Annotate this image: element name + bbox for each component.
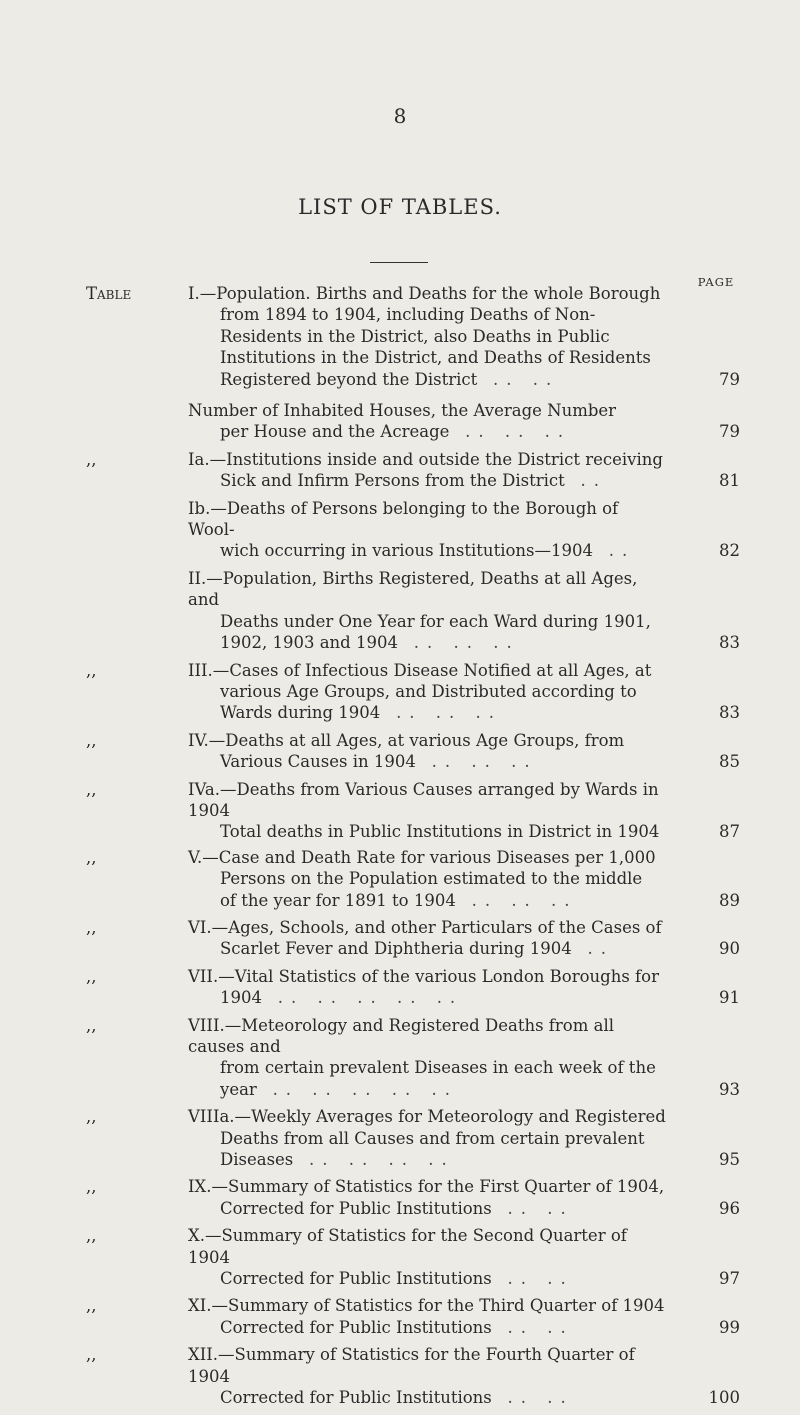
table-entry [0, 1295, 800, 1338]
table-entry [0, 1015, 800, 1101]
entry-line-text: Corrected for Public Institutions [220, 1388, 492, 1408]
entry-label: Ib.— [188, 498, 227, 518]
title-rule [370, 262, 428, 263]
entry-continuation-line [188, 821, 666, 842]
entry-first-line [188, 779, 666, 822]
entry-page-number: 91 [719, 988, 740, 1008]
entry-continuation-line [188, 987, 666, 1008]
entry-first-line [188, 966, 666, 987]
entry-page-number: 87 [719, 822, 740, 842]
entry-description [188, 568, 666, 654]
entry-line-text: Sick and Infirm Persons from the District [220, 471, 565, 491]
entry-first-line [188, 400, 666, 421]
entry-description [188, 498, 666, 562]
entry-line-text: Deaths of Persons belonging to the Borough of Wool- [188, 498, 619, 540]
entry-label: II.— [188, 568, 223, 588]
entry-description [188, 400, 666, 443]
entry-line-text: Wards during 1904 [220, 703, 381, 723]
entry-first-line [188, 730, 666, 751]
entry-line-text: per House and the Acreage [220, 422, 450, 442]
table-entry [0, 1106, 800, 1170]
entry-line-text: Population. Births and Deaths for the whole Borough [216, 284, 661, 303]
entry-line-text: Corrected for Public Institutions [220, 1269, 492, 1289]
entry-prefix: ,, [86, 660, 97, 680]
dot-leaders: .. .. [507, 1198, 574, 1218]
entry-line-text: Vital Statistics of the various London Boroughs for [234, 966, 659, 986]
table-entry [0, 779, 800, 843]
table-entry [0, 847, 800, 911]
entry-page-number: 97 [719, 1269, 740, 1289]
entry-line-text: Meteorology and Registered Deaths from all causes and [188, 1015, 614, 1056]
entry-page-number: 89 [719, 890, 740, 910]
entry-page-number: 82 [719, 541, 740, 561]
table-entry [0, 283, 800, 390]
entry-label: VIIIa.— [188, 1107, 252, 1127]
dot-leaders: .. .. .. .. .. [272, 1079, 458, 1099]
entry-first-line [188, 660, 666, 681]
entry-line-text: from 1894 to 1904, including Deaths of Non- [220, 305, 596, 325]
entry-page-number: 100 [708, 1388, 740, 1408]
entry-page-number: 83 [719, 633, 740, 653]
entry-line-text: Summary of Statistics for the Second Quarter of 1904 [188, 1226, 627, 1267]
entry-first-line [188, 568, 666, 611]
entry-line-text: Population, Births Registered, Deaths at all Ages, and [188, 568, 638, 610]
entry-description [188, 966, 666, 1009]
entry-line-text: Summary of Statistics for the Third Quarter of 1904 [228, 1296, 665, 1316]
entry-first-line [188, 917, 666, 938]
entry-page-number: 79 [719, 422, 740, 442]
entry-line-text: Summary of Statistics for the First Quarter of 1904, [228, 1177, 665, 1197]
entry-description [188, 660, 666, 724]
entry-continuation-line [188, 369, 666, 390]
entry-line-text: Weekly Averages for Meteorology and Registered [251, 1107, 666, 1127]
table-entry [0, 1176, 800, 1219]
entry-continuation-line [188, 1198, 666, 1219]
dot-leaders: .. [580, 471, 607, 491]
entry-label: VIII.— [188, 1015, 242, 1035]
entry-line-text: Ages, Schools, and other Particulars of the Cases of [228, 917, 662, 937]
entry-line-text: Institutions inside and outside the District receiving [226, 449, 663, 469]
entry-line-text: Deaths under One Year for each Ward during 1901, [220, 611, 651, 631]
entry-continuation-line [188, 632, 666, 653]
entry-line-text: Residents in the District, also Deaths in Public [220, 326, 610, 346]
entry-description [188, 1106, 666, 1170]
entry-description [188, 779, 666, 843]
entry-prefix: ,, [86, 1015, 97, 1035]
entry-line-text: Corrected for Public Institutions [220, 1198, 492, 1218]
page-title: LIST OF TABLES. [298, 195, 502, 219]
entry-line-text: Corrected for Public Institutions [220, 1317, 492, 1337]
entry-label: XI.— [188, 1296, 229, 1316]
entry-prefix: Table [86, 284, 132, 303]
entry-continuation-line [188, 1317, 666, 1338]
entry-continuation-line [188, 540, 666, 561]
entry-prefix: ,, [86, 1345, 97, 1365]
table-entry [0, 568, 800, 654]
entry-line-text: Institutions in the District, and Deaths of Residents [220, 348, 651, 368]
entry-line-text: Case and Death Rate for various Diseases per 1,000 [218, 847, 656, 867]
entry-continuation-line [188, 868, 666, 889]
entry-description [188, 283, 666, 390]
entry-line-text: Deaths at all Ages, at various Age Groups, from [225, 730, 625, 750]
dot-leaders: .. .. [507, 1388, 574, 1408]
entry-label: XII.— [188, 1345, 235, 1365]
entry-line-text: Number of Inhabited Houses, the Average Number [188, 401, 617, 421]
entry-line-text: Diseases [220, 1150, 294, 1170]
entry-label: X.— [188, 1226, 222, 1246]
entry-first-line [188, 498, 666, 541]
entry-line-text: Summary of Statistics for the Fourth Quarter of 1904 [188, 1345, 635, 1386]
dot-leaders: .. .. [507, 1269, 574, 1289]
table-entry [0, 1225, 800, 1289]
dot-leaders: .. .. .. [413, 633, 520, 653]
table-entry [0, 730, 800, 773]
table-entry [0, 660, 800, 724]
entry-continuation-line [188, 681, 666, 702]
entry-prefix: ,, [86, 966, 97, 986]
entry-prefix: ,, [86, 1177, 97, 1197]
entry-continuation-line [188, 938, 666, 959]
entry-continuation-line [188, 1387, 666, 1408]
entry-page-number: 93 [719, 1079, 740, 1099]
entry-page-number: 99 [719, 1317, 740, 1337]
entry-continuation-line [188, 702, 666, 723]
table-entry [0, 966, 800, 1009]
entry-line-text: Total deaths in Public Institutions in District in 1904 [220, 822, 660, 842]
dot-leaders: .. .. .. [431, 752, 538, 772]
entry-page-number: 85 [719, 752, 740, 772]
entry-continuation-line [188, 421, 666, 442]
dot-leaders: .. .. .. .. [309, 1150, 455, 1170]
entry-prefix: ,, [86, 847, 97, 867]
entry-line-text: from certain prevalent Diseases in each week of the [220, 1058, 656, 1078]
table-entry [0, 449, 800, 492]
entry-continuation-line [188, 470, 666, 491]
table-entry [0, 400, 800, 443]
dot-leaders: .. .. .. [396, 703, 503, 723]
dot-leaders: .. .. .. .. .. [277, 988, 464, 1008]
entry-prefix: ,, [86, 917, 97, 937]
entry-label: VII.— [188, 966, 235, 986]
dot-leaders: .. .. .. [471, 890, 578, 910]
entry-description [188, 1176, 666, 1219]
entry-line-text: wich occurring in various Institutions—1904 [220, 541, 593, 561]
entry-description [188, 449, 666, 492]
dot-leaders: .. [587, 939, 614, 959]
entry-line-text: 1904 [220, 988, 262, 1008]
entry-label: IVa.— [188, 779, 237, 799]
entry-prefix: ,, [86, 1226, 97, 1246]
entry-first-line [188, 1176, 666, 1197]
entry-continuation-line [188, 1079, 666, 1100]
entry-line-text: Cases of Infectious Disease Notified at all Ages, at [229, 660, 652, 680]
dot-leaders: .. .. [507, 1317, 574, 1337]
entry-first-line [188, 1225, 666, 1268]
entry-line-text: Various Causes in 1904 [220, 752, 416, 772]
entry-first-line [188, 847, 666, 868]
entry-line-text: Registered beyond the District [220, 369, 478, 389]
entry-continuation-line [188, 1057, 666, 1078]
entry-continuation-line [188, 1268, 666, 1289]
table-list [0, 283, 800, 1415]
page-column-header: PAGE [697, 275, 735, 289]
entry-label: VI.— [188, 917, 229, 937]
entry-prefix: ,, [86, 449, 97, 469]
entry-line-text: of the year for 1891 to 1904 [220, 890, 456, 910]
entry-description [188, 847, 666, 911]
entry-page-number: 90 [719, 939, 740, 959]
entry-label: Ia.— [188, 449, 227, 469]
entry-prefix: ,, [86, 730, 97, 750]
entry-prefix: ,, [86, 1107, 97, 1127]
dot-leaders: .. [608, 541, 636, 561]
entry-page-number: 95 [719, 1150, 740, 1170]
entry-description [188, 1344, 666, 1408]
entry-line-text: Deaths from all Causes and from certain prevalent [220, 1128, 645, 1148]
table-entry [0, 1344, 800, 1408]
entry-prefix: ,, [86, 779, 97, 799]
table-entry [0, 498, 800, 562]
entry-line-text: 1902, 1903 and 1904 [220, 633, 398, 653]
entry-continuation-line [188, 751, 666, 772]
table-entry [0, 917, 800, 960]
entry-description [188, 730, 666, 773]
entry-continuation-line [188, 326, 666, 347]
page-number: 8 [393, 104, 407, 128]
entry-page-number: 96 [719, 1198, 740, 1218]
entry-first-line [188, 1295, 666, 1316]
entry-description [188, 917, 666, 960]
entry-first-line [188, 1344, 666, 1387]
entry-first-line [188, 449, 666, 470]
entry-description [188, 1225, 666, 1289]
entry-label: IX.— [188, 1177, 229, 1197]
dot-leaders: .. .. [493, 369, 560, 389]
entry-line-text: various Age Groups, and Distributed according to [220, 681, 637, 701]
entry-line-text: Persons on the Population estimated to the middle [220, 869, 643, 889]
entry-label: V.— [188, 847, 219, 867]
entry-label: IV.— [188, 730, 226, 750]
entry-label: III.— [188, 660, 230, 680]
entry-line-text: Scarlet Fever and Diphtheria during 1904 [220, 939, 572, 959]
entry-page-number: 79 [719, 369, 740, 389]
entry-continuation-line [188, 304, 666, 325]
entry-label: I.— [188, 284, 217, 303]
entry-continuation-line [188, 611, 666, 632]
entry-continuation-line [188, 890, 666, 911]
dot-leaders: .. .. .. [465, 422, 572, 442]
entry-continuation-line [188, 1149, 666, 1170]
entry-first-line [188, 1106, 666, 1127]
entry-prefix: ,, [86, 1296, 97, 1316]
entry-line-text: Deaths from Various Causes arranged by Wards in 1904 [188, 779, 659, 820]
entry-page-number: 83 [719, 703, 740, 723]
entry-description [188, 1015, 666, 1101]
entry-first-line [188, 1015, 666, 1058]
entry-first-line [188, 283, 666, 304]
entry-continuation-line [188, 347, 666, 368]
entry-page-number: 81 [719, 471, 740, 491]
entry-line-text: year [220, 1079, 257, 1099]
entry-continuation-line [188, 1128, 666, 1149]
entry-description [188, 1295, 666, 1338]
